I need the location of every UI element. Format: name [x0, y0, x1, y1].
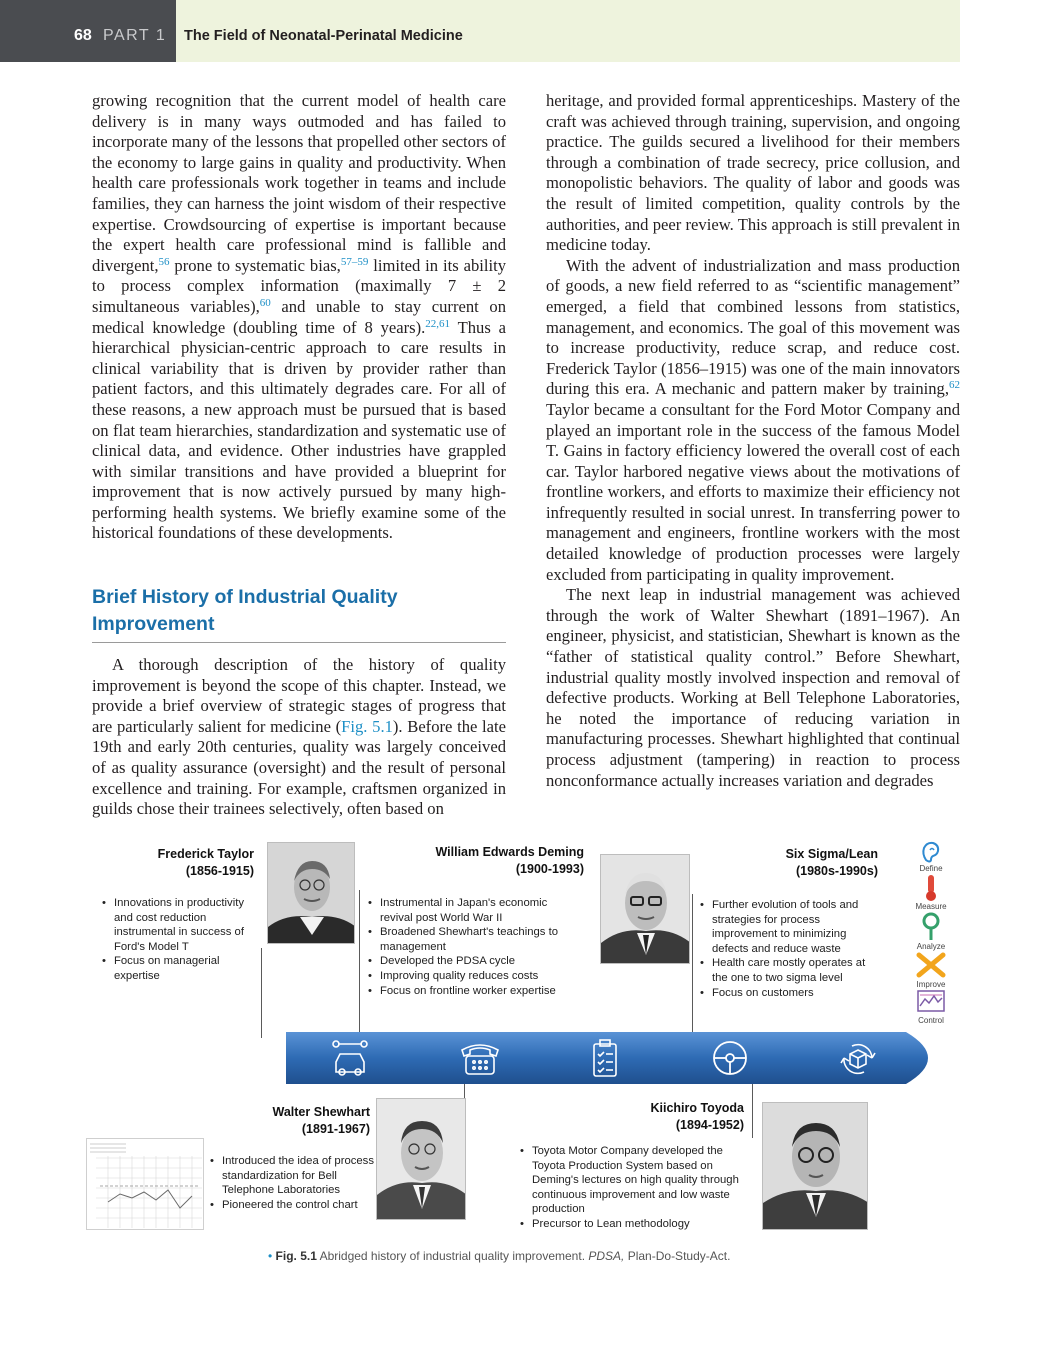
- band-segment-5: [782, 1032, 928, 1084]
- reference[interactable]: 62: [949, 379, 960, 392]
- right-column: [546, 91, 960, 791]
- running-header: [0, 0, 960, 62]
- deming-list: • Instrumental in Japan's economic revival post World War II • Broadened Shewhart's teachings to management • Developed the PDSA cycle • Improving quality reduces costs • Focus on frontline worker expertise: [368, 896, 578, 998]
- dmaic-measure: Measure: [915, 902, 947, 911]
- dmaic-define: Define: [919, 864, 943, 873]
- control-chart-image: [86, 1138, 204, 1230]
- deming-leader: [359, 890, 360, 1038]
- toyoda-list: • Toyota Motor Company developed the Toyota Production System based on Deming's lectures on high quality through continuous improvement and low waste production • Precursor to Lean methodology: [520, 1144, 746, 1232]
- figure-caption: • Fig. 5.1 Abridged history of industrial quality improvement. PDSA, Plan-Do-Study-Act.: [268, 1249, 731, 1263]
- thermometer-icon: [924, 874, 938, 902]
- section-heading: Brief History of Industrial Quality Improvement: [92, 584, 506, 643]
- shewhart-name: Walter Shewhart (1891-1967): [272, 1105, 370, 1136]
- dmaic-improve: Improve: [916, 980, 946, 989]
- tools-icon: [916, 952, 946, 978]
- deming-portrait: [600, 854, 690, 964]
- reference[interactable]: 22,61: [425, 317, 451, 330]
- page-number: 68: [74, 27, 92, 44]
- reference[interactable]: 57–59: [340, 255, 369, 268]
- chapter-title: The Field of Neonatal-Perinatal Medicine: [184, 28, 463, 44]
- taylor-list: • Innovations in productivity and cost reduction instrumental in success of Ford's Model T • Focus on managerial expertise: [102, 896, 260, 984]
- taylor-leader: [261, 948, 262, 1038]
- left-column: [92, 91, 506, 820]
- dmaic-analyze: Analyze: [916, 942, 946, 951]
- figure-link[interactable]: Fig. 5.1: [341, 716, 393, 736]
- toyoda-portrait: [762, 1102, 868, 1230]
- toyoda-name: Kiichiro Toyoda (1894-1952): [650, 1101, 744, 1132]
- reference[interactable]: 60: [259, 296, 271, 309]
- toyoda-leader: [752, 1084, 753, 1138]
- control-chart-icon: [917, 990, 945, 1012]
- shewhart-portrait: [376, 1098, 466, 1220]
- paragraph: growing recognition that the current model of health care delivery is in many ways outmoded and has failed to incorporate many of the lessons that propelled other sectors of the economy to large gains in quality and productivity. When health care professionals work together in teams and include families, they can harness the joint wisdom of their respective expertise. Crowdsourcing of expertise is important because the expert health care professional mind is fallible and divergent,$^{56}$ prone to systematic bias,$^{57-59}$ limited in its ability to process complex information (maximally 7 ± 2 simultaneous variables),$^{60}$ and unable to stay current on medical knowledge (doubling time of 8 years).$^{22,61}$ Thus a hierarchical physician-centric approach to care results in clinical variability that is driven by provider rather than patient factors, and this ultimately degrades care. For all of these reasons, a new approach must be pursued that is based on flat team hierarchies, standardization and systematic use of clinical data, and evidence. Other industries have grappled with similar transitions and have provided a blueprint for improvement that is now actively pursued by many high-performing health systems. We briefly examine some of the historical foundations of these developments.: [92, 91, 506, 543]
- timeline-figure: [86, 838, 966, 1248]
- magnifier-icon: [920, 912, 942, 942]
- taylor-name: Frederick Taylor (1856-1915): [157, 847, 254, 878]
- caption-label: Fig. 5.1: [275, 1249, 317, 1263]
- shewhart-list: • Introduced the idea of process standardization for Bell Telephone Laboratories • Pioneered the control chart: [210, 1154, 374, 1212]
- caption-bullet-icon: •: [268, 1249, 276, 1263]
- taylor-portrait: [267, 842, 355, 944]
- band-segment-4: [656, 1032, 801, 1084]
- sixsigma-name: Six Sigma/Lean (1980s-1990s): [785, 847, 878, 878]
- dmaic-control: Control: [918, 1016, 944, 1025]
- paragraph: A thorough description of the history of quality improvement is beyond the scope of this chapter. Instead, we provide a brief overview of strategic stages of progress that are particularly salient for medicine (Fig. 5.1). Before the late 19th and early 20th centuries, quality was largely conceived of as quality assurance (oversight) and the result of personal excellence and training. For example, craftsmen organized in guilds chose their trainees selectively, often based on: [92, 655, 506, 819]
- paragraph: The next leap in industrial management was achieved through the work of Walter Shewhart (1891–1967). An engineer, physicist, and statistician, Shewhart is known as the “father of statistical quality control.” Before Shewhart, industrial quality mostly involved inspection and removal of defective products. Working at Bell Telephone Laboratories, he noted the importance of reducing variation in manufacturing processes. Shewhart highlighted that continual process adjustment (tampering) in reaction to process nonconformance actually increases variation and degrades: [546, 585, 960, 790]
- sixsigma-list: • Further evolution of tools and strategies for process improvement to minimizing defects and reduce waste • Health care mostly operates at the one to two sigma level • Focus on customers: [700, 898, 884, 1000]
- deming-name: William Edwards Deming (1900-1993): [435, 845, 584, 876]
- ear-icon: [918, 840, 944, 864]
- paragraph: With the advent of industrialization and mass production of goods, a new field referred to as “scientific management” emerged, a field that combined lessons from statistics, management, and economics. The goal of this movement was to increase productivity, reduce scrap, and reduce cost. Frederick Taylor (1856–1915) was one of the main innovators during this era. A mechanic and pattern maker by training,$^{62}$ Taylor became a consultant for the Ford Motor Company and played an important role in the success of the famous Model T. Gains in factory efficiency lowered the overall cost of each car. Taylor harbored negative views about the motivations of frontline workers, and efforts to maximize their efficiency not infrequently resulted in social unrest. In transferring power to management and engineers, frontline workers with the most detailed knowledge of production processes were largely excluded from participating in quality improvement.: [546, 255, 960, 584]
- band-segment-1: [286, 1032, 423, 1084]
- timeline-band: [286, 1028, 950, 1088]
- band-segment-2: [404, 1032, 549, 1084]
- reference[interactable]: 56: [158, 255, 170, 268]
- paragraph: heritage, and provided formal apprenticeships. Mastery of the craft was achieved through training, supervision, and ongoing practice. The guilds secured a livelihood for their members through a combination of trade secrecy, price collusion, and monopolistic behaviors. The quality of labor and goods was the result of limited competition, quality controls by the authorities, and peer review. This approach is still prevalent in medicine today.: [546, 91, 960, 255]
- sixsigma-leader: [692, 894, 693, 1038]
- part-label: PART 1: [103, 27, 167, 44]
